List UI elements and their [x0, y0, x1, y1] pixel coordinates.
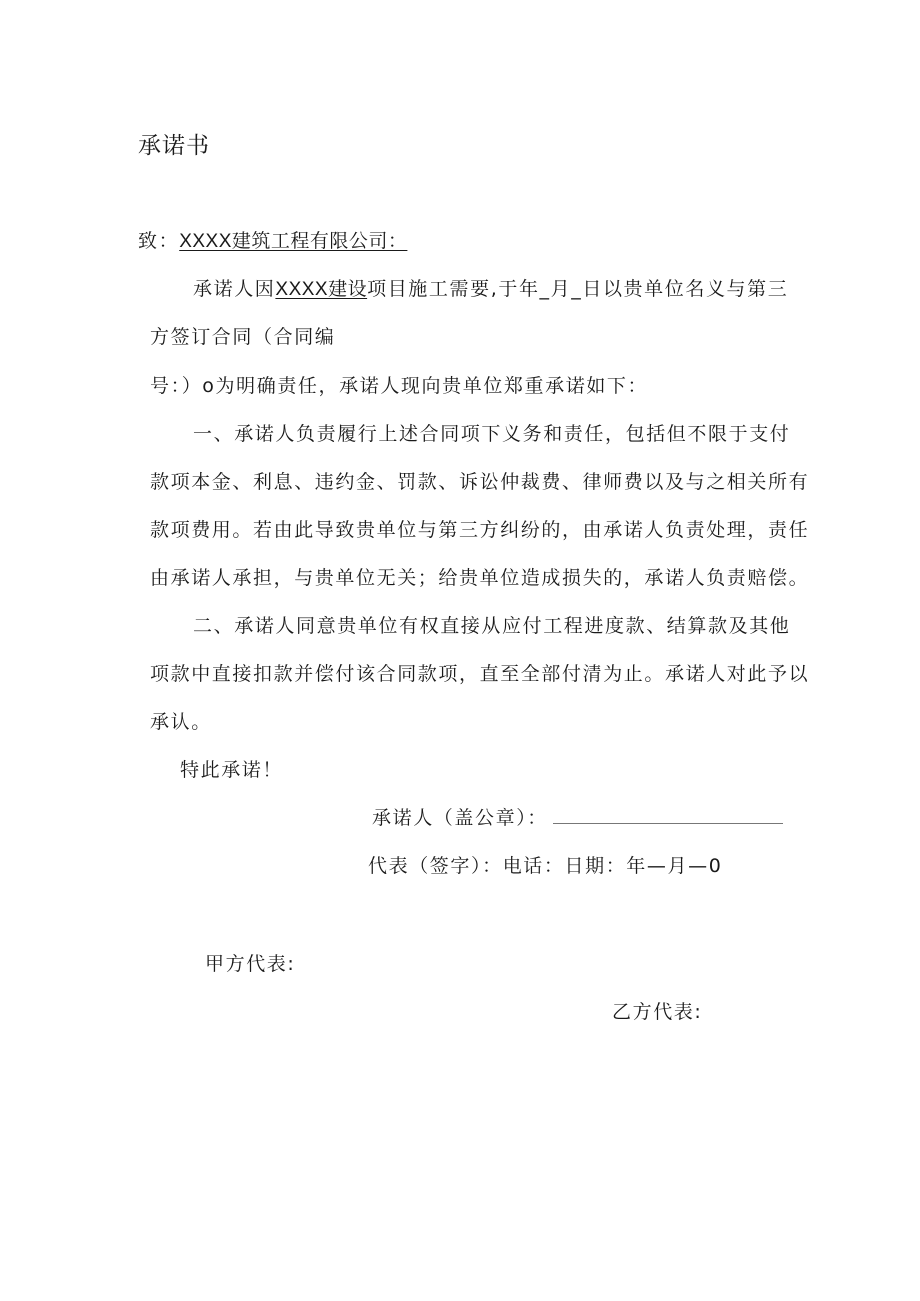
closing-statement: 特此承诺！ [180, 759, 284, 781]
clause2-line-3: 承认。 [150, 711, 212, 733]
promisor-seal-line [553, 823, 783, 824]
promisor-seal-label: 承诺人（盖公章）： [372, 807, 548, 829]
clause1-line-1: 一、承诺人负责履行上述合同项下义务和责任，包括但不限于支付 [193, 423, 791, 445]
para1-line-3: 号：）o为明确责任，承诺人现向贵单位郑重承诺如下： [150, 375, 649, 397]
para1-project-name: XXXX建设 [275, 279, 368, 300]
addressee-line [138, 229, 407, 254]
addressee-company [179, 230, 407, 252]
addressee-prefix: 致： [138, 230, 180, 252]
addressee-company-text: XXXX建筑工程有限公司： [179, 231, 408, 252]
party-b-representative: 乙方代表: [612, 1001, 703, 1023]
document-title: 承诺书 [138, 133, 210, 159]
clause2-line-1: 二、承诺人同意贵单位有权直接从应付工程进度款、结算款及其他 [193, 615, 791, 637]
party-a-representative: 甲方代表: [205, 953, 296, 975]
clause1-line-2: 款项本金、利息、违约金、罚款、诉讼仲裁费、律师费以及与之相关所有 [150, 471, 810, 493]
para1-line-1 [193, 277, 788, 302]
clause1-line-3: 款项费用。若由此导致贵单位与第三方纠纷的，由承诺人负责处理，责任 [150, 519, 810, 541]
para1-line1-b: 项目施工需要,于年_月_日以贵单位名义与第三 [367, 278, 789, 300]
para1-line1-a: 承诺人因 [193, 278, 276, 300]
para1-line-2: 方签订合同（合同编 [150, 326, 336, 348]
clause1-line-4: 由承诺人承担，与贵单位无关；给贵单位造成损失的，承诺人负责赔偿。 [150, 567, 810, 589]
representative-line: 代表（签字）：电话：日期：年—月—0 [368, 855, 723, 877]
clause2-line-2: 项款中直接扣款并偿付该合同款项，直至全部付清为止。承诺人对此予以 [150, 663, 810, 685]
